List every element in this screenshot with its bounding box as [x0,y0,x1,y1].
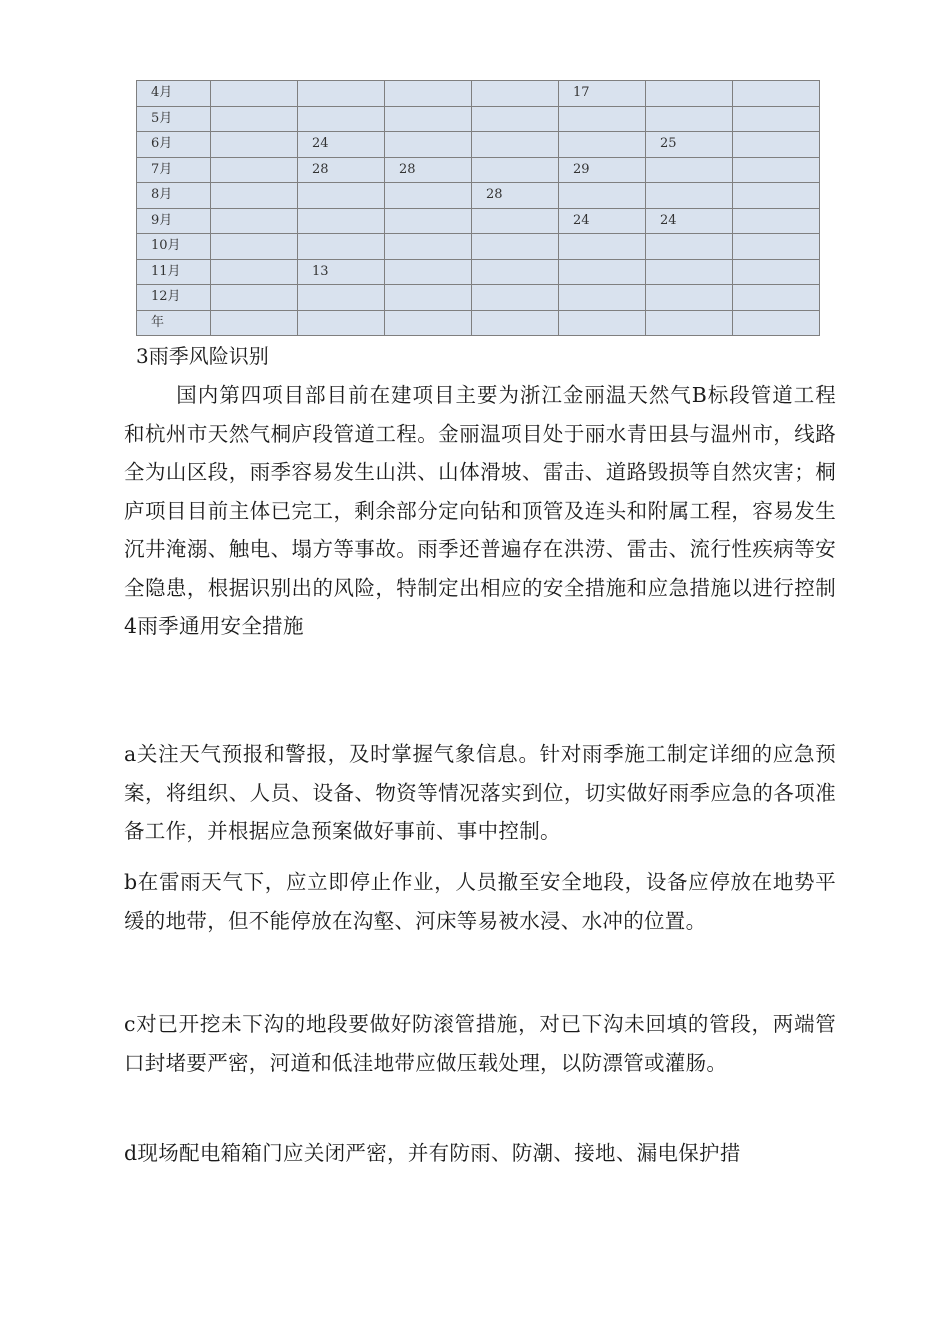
table-cell [472,132,559,158]
table-cell [385,106,472,132]
table-cell [472,310,559,336]
table-cell: 29 [559,157,646,183]
table-cell [646,183,733,209]
rainfall-table [136,80,820,336]
table-cell [211,157,298,183]
month-cell: 7月 [137,157,211,183]
table-cell [385,234,472,260]
table-cell [646,157,733,183]
table-cell [211,106,298,132]
table-row [137,132,820,158]
table-cell [385,183,472,209]
table-cell [385,259,472,285]
paragraph-measure-c: c对已开挖未下沟的地段要做好防滚管措施，对已下沟未回填的管段，两端管口封堵要严密，河道和低洼地带应做压载处理，以防漂管或灌肠。 [124,1012,836,1075]
table-cell [472,81,559,107]
table-cell [559,106,646,132]
table-cell: 28 [385,157,472,183]
table-cell: 24 [298,132,385,158]
table-row [137,234,820,260]
table-cell [211,285,298,311]
table-cell [298,183,385,209]
table-cell [298,81,385,107]
table-cell: 25 [646,132,733,158]
table-cell [472,157,559,183]
paragraph-measure-b: b在雷雨天气下，应立即停止作业，人员撤至安全地段，设备应停放在地势平缓的地带，但不能停放在沟壑、河床等易被水浸、水冲的位置。 [124,870,836,933]
table-cell [646,234,733,260]
table-cell [472,259,559,285]
table-cell [385,81,472,107]
month-cell: 6月 [137,132,211,158]
table-cell [211,132,298,158]
table-cell [472,234,559,260]
month-cell: 9月 [137,208,211,234]
table-cell [211,310,298,336]
table-cell: 17 [559,81,646,107]
month-cell: 11月 [137,259,211,285]
table-cell [385,132,472,158]
table-cell [559,310,646,336]
month-cell: 4月 [137,81,211,107]
table-cell [298,310,385,336]
table-cell [211,81,298,107]
table-cell [472,285,559,311]
table-cell [646,81,733,107]
table-cell [211,259,298,285]
table-cell [733,259,820,285]
paragraph-measure-a: a关注天气预报和警报，及时掌握气象信息。针对雨季施工制定详细的应急预案，将组织、人员、设备、物资等情况落实到位，切实做好雨季应急的各项准备工作，并根据应急预案做好事前、事中控制。 [124,742,836,843]
paragraph-measure-d: d现场配电箱箱门应关闭严密，并有防雨、防潮、接地、漏电保护措 [124,1141,741,1165]
month-cell: 5月 [137,106,211,132]
table-row [137,208,820,234]
table-cell [211,183,298,209]
table-cell [733,81,820,107]
table-cell [646,259,733,285]
table-cell [211,208,298,234]
table-cell: 24 [646,208,733,234]
table-cell [385,285,472,311]
table-cell: 13 [298,259,385,285]
table-cell [733,132,820,158]
table-cell [646,310,733,336]
month-cell: 12月 [137,285,211,311]
table-cell [733,157,820,183]
table-row [137,81,820,107]
rainfall-table-body [137,81,820,336]
table-cell [646,285,733,311]
month-cell: 10月 [137,234,211,260]
table-cell [298,234,385,260]
table-row [137,310,820,336]
table-cell [298,285,385,311]
table-cell [733,285,820,311]
table-cell: 28 [472,183,559,209]
table-row [137,106,820,132]
table-cell [559,285,646,311]
table-row [137,157,820,183]
table-cell [472,106,559,132]
table-cell: 24 [559,208,646,234]
paragraph-risk-identification: 国内第四项目部目前在建项目主要为浙江金丽温天然气B标段管道工程和杭州市天然气桐庐段管道工程。金丽温项目处于丽水青田县与温州市，线路全为山区段，雨季容易发生山洪、山体滑坡、雷击、道路毁损等自然灾害；桐庐项目目前主体已完工，剩余部分定向钻和顶管及连头和附属工程，容易发生沉井淹溺、触电、塌方等事故。雨季还普遍存在洪涝、雷击、流行性疾病等安全隐患，根据识别出的风险，特制定出相应的安全措施和应急措施以进行控制4雨季通用安全措施 [124,383,836,638]
table-cell [298,208,385,234]
table-row [137,259,820,285]
table-cell [733,208,820,234]
table-row [137,285,820,311]
month-cell: 8月 [137,183,211,209]
month-cell: 年 [137,310,211,336]
table-cell [646,106,733,132]
table-cell [298,106,385,132]
table-cell [733,183,820,209]
table-cell [559,234,646,260]
table-cell [559,183,646,209]
table-cell [733,310,820,336]
table-row [137,183,820,209]
table-cell [385,208,472,234]
table-cell [559,132,646,158]
table-cell [385,310,472,336]
table-cell: 28 [298,157,385,183]
table-cell [472,208,559,234]
section-heading: 3雨季风险识别 [136,344,269,368]
table-cell [733,106,820,132]
table-cell [211,234,298,260]
table-cell [733,234,820,260]
table-cell [559,259,646,285]
